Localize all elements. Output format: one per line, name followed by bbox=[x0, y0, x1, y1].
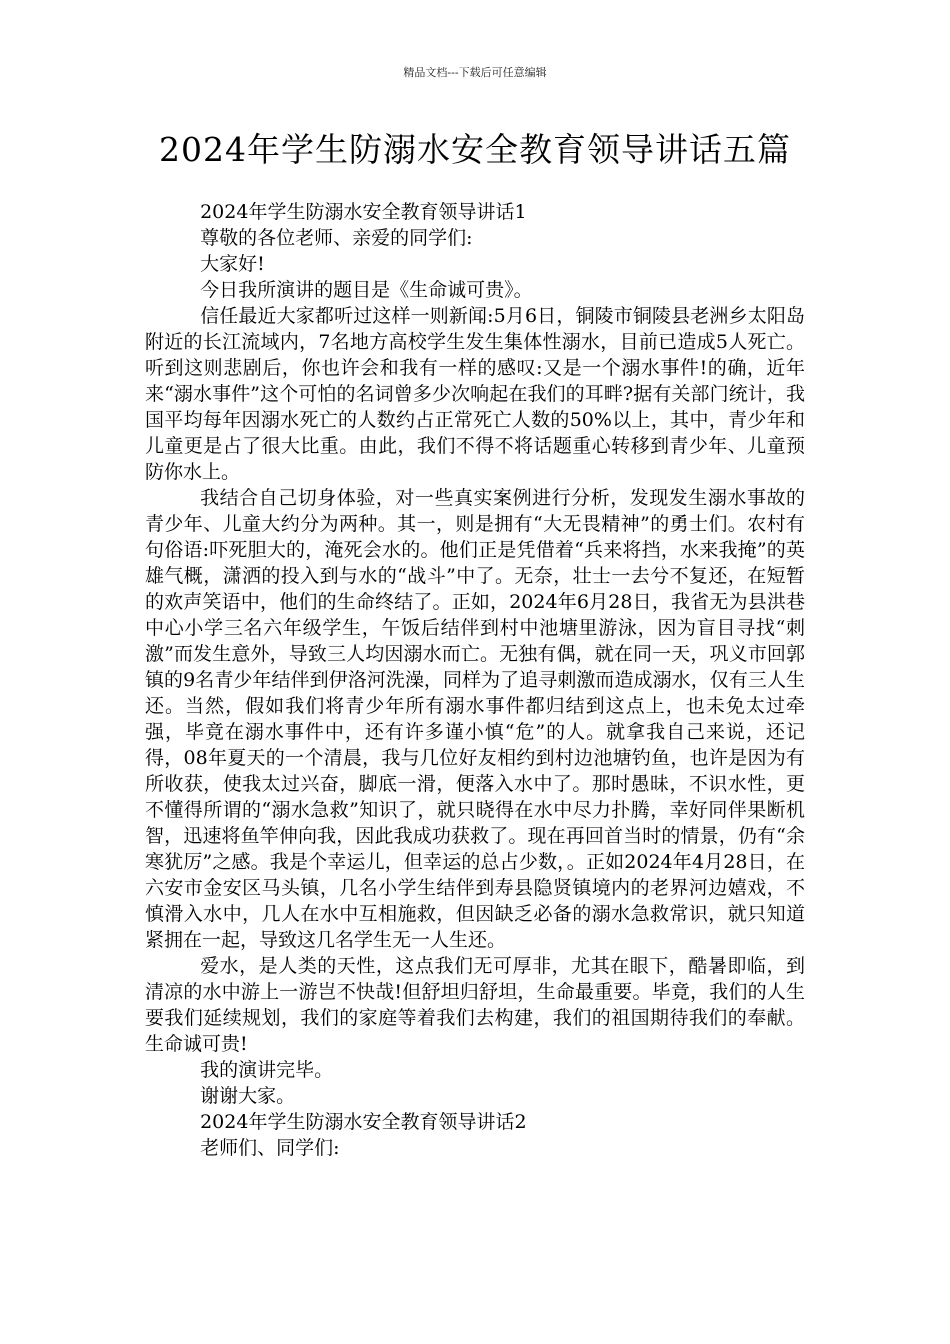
salutation: 老师们、同学们: bbox=[200, 1137, 340, 1159]
section-heading-1: 2024年学生防溺水安全教育领导讲话1 bbox=[200, 201, 527, 223]
closing-line: 我的演讲完毕。 bbox=[200, 1059, 334, 1081]
document-body bbox=[145, 199, 805, 1161]
thanks-line: 谢谢大家。 bbox=[200, 1085, 296, 1107]
document-title: 2024年学生防溺水安全教育领导讲话五篇 bbox=[159, 130, 791, 169]
header-note: 精品文档---下载后可任意编辑 bbox=[403, 66, 547, 79]
salutation: 尊敬的各位老师、亲爱的同学们: bbox=[200, 227, 473, 249]
greeting: 大家好! bbox=[200, 253, 265, 275]
section-heading-2: 2024年学生防溺水安全教育领导讲话2 bbox=[200, 1111, 527, 1133]
body-paragraph: 我结合自己切身体验，对一些真实案例进行分析，发现发生溺水事故的青少年、儿童大约分为两种。其一，则是拥有“大无畏精神”的勇士们。农村有句俗语:吓死胆大的，淹死会水的。他们正是凭借着“兵来将挡，水来我掩”的英雄气概，潇洒的投入到与水的“战斗”中了。无奈，壮士一去兮不复还，在短暂的欢声笑语中，他们的生命终结了。正如，2024年6月28日，我省无为县洪巷中心小学三名六年级学生，午饭后结伴到村中池塘里游泳，因为盲目寻找“刺激”而发生意外，导致三人均因溺水而亡。无独有偶，就在同一天，巩义市回郭镇的9名青少年结伴到伊洛河洗澡，同样为了追寻刺激而造成溺水，仅有三人生还。当然，假如我们将青少年所有溺水事件都归结到这点上，也未免太过牵强，毕竟在溺水事件中，还有许多谨小慎“危”的人。就拿我自己来说，还记得，08年夏天的一个清晨，我与几位好友相约到村边池塘钓鱼，也许是因为有所收获，使我太过兴奋，脚底一滑，便落入水中了。那时愚昧，不识水性，更不懂得所谓的“溺水急救”知识了，就只晓得在水中尽力扑腾，幸好同伴果断机智，迅速将鱼竿伸向我，因此我成功获救了。现在再回首当时的情景，仍有“余寒犹厉”之感。我是个幸运儿，但幸运的总占少数，。正如2024年4月28日，在六安市金安区马头镇，几名小学生结伴到寿县隐贤镇境内的老界河边嬉戏，不慎滑入水中，几人在水中互相施救，但因缺乏必备的溺水急救常识，就只知道紧拥在一起，导致这几名学生无一人生还。 bbox=[145, 487, 805, 951]
body-paragraph: 爱水，是人类的天性，这点我们无可厚非，尤其在眼下，酷暑即临，到清凉的水中游上一游岂不快哉!但舒坦归舒坦，生命最重要。毕竟，我们的人生要我们延续规划，我们的家庭等着我们去构建，我们的祖国期待我们的奉献。生命诚可贵! bbox=[145, 955, 805, 1055]
speech-topic: 今日我所演讲的题目是《生命诚可贵》。 bbox=[200, 279, 533, 301]
body-paragraph: 信任最近大家都听过这样一则新闻:5月6日，铜陵市铜陵县老洲乡太阳岛附近的长江流域内，7名地方高校学生发生集体性溺水，目前已造成5人死亡。听到这则悲剧后，你也许会和我有一样的感叹:又是一个溺水事件!的确，近年来“溺水事件”这个可怕的名词曾多少次响起在我们的耳畔?据有关部门统计，我国平均每年因溺水死亡的人数约占正常死亡人数的50%以上，其中，青少年和儿童更是占了很大比重。由此，我们不得不将话题重心转移到青少年、儿童预防你水上。 bbox=[145, 305, 805, 483]
